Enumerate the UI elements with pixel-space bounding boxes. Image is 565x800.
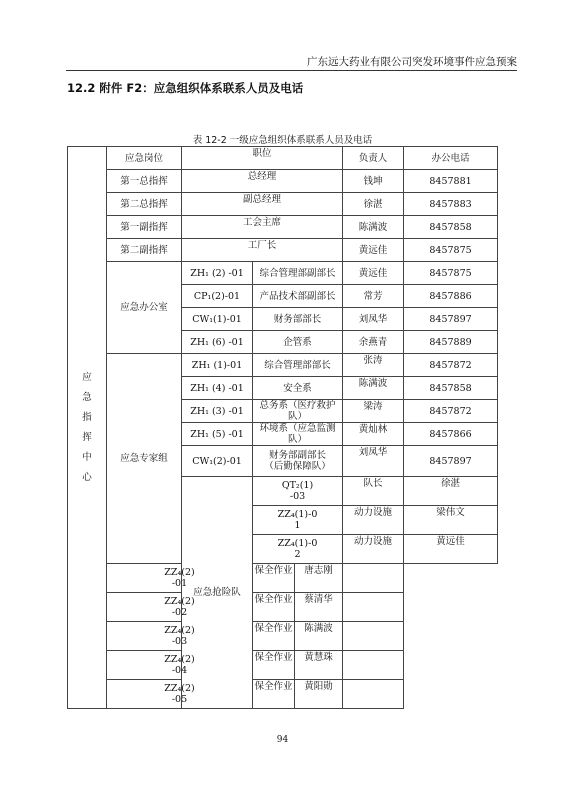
rescue-label-cell: 应急抢险队: [182, 477, 253, 709]
code-cell: QT₂(1) -03: [253, 477, 343, 506]
position-cell: 工厂长: [182, 239, 343, 262]
phone-cell: 8457866: [404, 423, 498, 446]
role-cell: 动力设施: [343, 506, 404, 535]
code-cell: ZZ₄(2) -05: [107, 680, 253, 709]
group-label-char: 指: [82, 412, 92, 423]
role-cell: 保全作业: [253, 622, 295, 651]
code-cell: ZZ₄(2) -02: [107, 593, 253, 622]
position-cell: 企管系: [253, 331, 343, 354]
rescue-member-row: [68, 593, 498, 622]
phone-cell-empty: [343, 622, 404, 651]
person-cell: 刘凤华: [343, 308, 404, 331]
post-cell: 第二副指挥: [107, 239, 182, 262]
expert-row: [68, 354, 498, 377]
person-cell: 陈满波: [343, 216, 404, 239]
code-cell: ZZ₄(2) -03: [107, 622, 253, 651]
rescue-member-row: [68, 680, 498, 709]
code-cell: ZZ₄(2) -04: [107, 651, 253, 680]
phone-cell: 8457875: [404, 262, 498, 285]
position-cell: 综合管理部副部长: [253, 262, 343, 285]
group-label-char: 中: [82, 452, 92, 463]
code-cell: ZH₁ (2) -01: [182, 262, 253, 285]
code-cell: ZH₁ (4) -01: [182, 377, 253, 400]
contact-table: [67, 146, 498, 709]
section-title: 12.2 附件 F2：应急组织体系联系人员及电话: [67, 81, 304, 95]
code-cell: CW₁(1)-01: [182, 308, 253, 331]
person-cell: 黄阳勋: [295, 680, 343, 709]
rescue-member-row: [68, 651, 498, 680]
code-cell: ZH₁ (3) -01: [182, 400, 253, 423]
header-post: 应急岗位: [107, 147, 182, 170]
person-cell: 梁涛: [343, 400, 404, 423]
header-rule: [66, 70, 517, 71]
post-cell: 第一副指挥: [107, 216, 182, 239]
office-label-cell: 应急办公室: [107, 262, 182, 354]
phone-cell: 8457875: [404, 239, 498, 262]
code-cell: ZZ₄(2) -01: [107, 564, 253, 593]
group-label-char: 急: [82, 392, 92, 403]
position-cell: 产品技术部副部长: [253, 285, 343, 308]
code-cell: ZZ₄(1)-0 1: [253, 506, 343, 535]
header-person: 负责人: [343, 147, 404, 170]
command-row: [68, 193, 498, 216]
person-cell: 徐湛: [343, 193, 404, 216]
command-row: [68, 170, 498, 193]
code-cell: ZH₁ (5) -01: [182, 423, 253, 446]
phone-cell: 8457897: [404, 446, 498, 477]
person-cell: 黄灿林: [343, 423, 404, 446]
person-cell: 余燕青: [343, 331, 404, 354]
person-cell: 梁伟文: [404, 506, 498, 535]
table-caption: 表 12-2 一级应急组织体系联系人员及电话: [192, 135, 373, 146]
table-header-row: [68, 147, 498, 170]
phone-cell-empty: [343, 564, 404, 593]
person-cell: 黄远佳: [404, 535, 498, 564]
person-cell: 陈满波: [295, 622, 343, 651]
phone-cell: 8457872: [404, 354, 498, 377]
group-label-char: 心: [82, 472, 92, 483]
person-cell: 黄远佳: [343, 239, 404, 262]
command-row: [68, 216, 498, 239]
header-phone: 办公电话: [404, 147, 498, 170]
document-header: 广东远大药业有限公司突发环境事件应急预案: [307, 56, 517, 68]
person-cell: 蔡清华: [295, 593, 343, 622]
rescue-member-row: [68, 622, 498, 651]
post-cell: 第二总指挥: [107, 193, 182, 216]
office-row: [68, 262, 498, 285]
phone-cell: 8457883: [404, 193, 498, 216]
phone-cell-empty: [343, 593, 404, 622]
person-cell: 常芳: [343, 285, 404, 308]
role-cell: 保全作业: [253, 564, 295, 593]
code-cell: ZZ₄(1)-0 2: [253, 535, 343, 564]
expert-label-cell: 应急专家组: [107, 354, 182, 564]
header-position: 职位: [182, 147, 343, 170]
code-cell: ZH₁ (6) -01: [182, 331, 253, 354]
person-cell: 黄慧珠: [295, 651, 343, 680]
person-cell: 黄远佳: [343, 262, 404, 285]
position-cell: 总务系（医疗救护队）: [253, 400, 343, 423]
person-cell: 唐志刚: [295, 564, 343, 593]
phone-cell: 8457858: [404, 377, 498, 400]
position-cell: 总经理: [182, 170, 343, 193]
phone-cell-empty: [343, 651, 404, 680]
code-cell: CW₁(2)-01: [182, 446, 253, 477]
group-label-char: 挥: [82, 432, 92, 443]
person-cell: 刘凤华: [343, 446, 404, 477]
position-cell: 财务部部长: [253, 308, 343, 331]
phone-cell: 8457872: [404, 400, 498, 423]
code-cell: CP₁(2)-01: [182, 285, 253, 308]
position-cell: 财务部副部长 （后勤保障队）: [253, 446, 343, 477]
phone-cell: 8457858: [404, 216, 498, 239]
role-cell: 保全作业: [253, 680, 295, 709]
code-cell: ZH₁ (1)-01: [182, 354, 253, 377]
person-cell: 徐湛: [404, 477, 498, 506]
person-cell: 张涛: [343, 354, 404, 377]
post-cell: 第一总指挥: [107, 170, 182, 193]
position-cell: 环境系（应急监测队）: [253, 423, 343, 446]
page-number: 94: [276, 735, 289, 745]
role-cell: 动力设施: [343, 535, 404, 564]
position-cell: 工会主席: [182, 216, 343, 239]
person-cell: 钱坤: [343, 170, 404, 193]
role-cell: 保全作业: [253, 593, 295, 622]
command-row: [68, 239, 498, 262]
person-cell: 陈满波: [343, 377, 404, 400]
group-label-cell: [68, 147, 107, 709]
role-cell: 队长: [343, 477, 404, 506]
role-cell: 保全作业: [253, 651, 295, 680]
rescue-member-row: [68, 564, 498, 593]
phone-cell: 8457886: [404, 285, 498, 308]
phone-cell-empty: [343, 680, 404, 709]
group-label-char: 应: [82, 372, 92, 383]
position-cell: 综合管理部部长: [253, 354, 343, 377]
position-cell: 副总经理: [182, 193, 343, 216]
phone-cell: 8457897: [404, 308, 498, 331]
phone-cell: 8457889: [404, 331, 498, 354]
position-cell: 安全系: [253, 377, 343, 400]
phone-cell: 8457881: [404, 170, 498, 193]
